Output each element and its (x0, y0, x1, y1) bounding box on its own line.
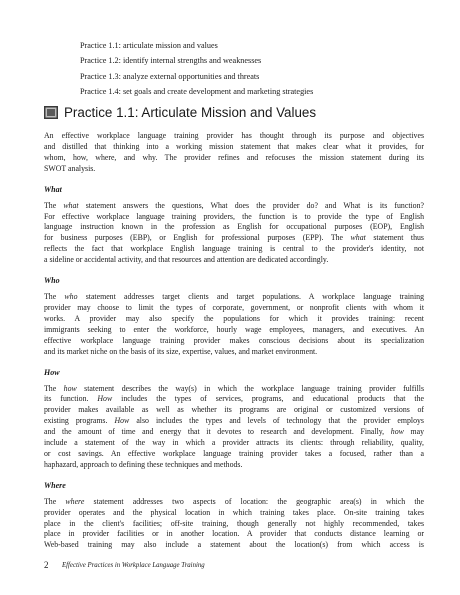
text-line (44, 497, 424, 508)
text-line (44, 540, 424, 551)
section-marker-icon (44, 106, 58, 119)
text-line (44, 394, 424, 405)
practice-list-item: Practice 1.3: analyze external opportunities and threats (80, 71, 260, 81)
text-line (44, 460, 424, 471)
text-segment: statement addresses two aspects of location: the geographic area(s) in which the (84, 496, 425, 506)
text-line (44, 255, 424, 266)
subsection-title: What (44, 184, 62, 194)
practice-list-item: Practice 1.4: set goals and create development and marketing strategies (80, 86, 314, 96)
how-section (44, 367, 424, 480)
section-heading (44, 103, 424, 123)
text-line (44, 416, 424, 427)
emphasized-keyword: what (350, 233, 366, 243)
practice-list-item: Practice 1.2: identify internal strengths and weaknesses (80, 56, 262, 66)
emphasized-keyword: who (64, 292, 78, 302)
text-segment: and the amount of time and energy that it devotes to research and development. Finally, (44, 427, 391, 437)
text-line (44, 314, 424, 325)
text-line (44, 438, 424, 449)
practice-list (80, 38, 420, 99)
text-segment: place in provider facilities or in another location. A provider that conducts distance learning or (44, 529, 424, 539)
text-line (44, 212, 424, 223)
text-segment: For effective workplace language training providers, the function is to provide the type of English (44, 211, 424, 221)
text-segment: The (44, 292, 65, 302)
text-line (44, 244, 424, 255)
intro-paragraph (44, 131, 424, 175)
text-line (44, 384, 424, 395)
emphasized-keyword: how (390, 427, 404, 437)
text-segment: Web-based training may also include a statement about the location(s) from which access is (44, 540, 424, 550)
emphasized-keyword: where (65, 496, 85, 506)
text-line: SWOT analysis. (44, 163, 96, 173)
text-segment: immigrants seeking to enter the workforce, hourly wage employees, managers, and executives. An (44, 324, 424, 334)
text-line (44, 292, 424, 303)
text-segment: language instruction known in the profession as English for occupational purposes (EOP), English (44, 222, 424, 232)
text-line (44, 529, 424, 540)
subsection-title: How (44, 367, 60, 377)
practice-list-item: Practice 1.1: articulate mission and values (80, 41, 218, 50)
text-segment: provider may choose to limit the types of corporate, government, or nonprofit clients with whom it (44, 302, 424, 312)
section-title: Practice 1.1: Articulate Mission and Values (64, 105, 317, 120)
text-segment: may (403, 427, 425, 437)
text-segment: statement answers the questions, What does the provider do? and What is its function? (78, 200, 424, 210)
text-segment: The (44, 496, 66, 506)
text-line (44, 427, 424, 438)
text-segment: statement addresses target clients and target populations. A workplace language training (77, 292, 424, 302)
what-section (44, 184, 424, 275)
text-segment: for business purposes (EBP), or English for professional purposes (EPP). The (44, 233, 351, 243)
text-segment: include a statement of the way in which a provider attracts its clients: through reliability, quality, (44, 438, 424, 448)
emphasized-keyword: how (63, 383, 77, 393)
text-segment: existing programs. (44, 416, 115, 426)
subsection-paragraph (44, 201, 424, 266)
text-line (44, 201, 424, 212)
text-segment: provider operates and the physical location in which training takes place. On-site training takes (44, 507, 424, 517)
text-segment: or cost savings. An effective workplace language training provider takes a focused, rather than a (44, 448, 424, 458)
emphasized-keyword: How (97, 394, 113, 404)
body-text (44, 131, 424, 560)
running-title: Effective Practices in Workplace Language Training (62, 562, 205, 569)
where-section (44, 480, 424, 561)
text-line (44, 508, 424, 519)
text-segment: place in the client's facilities; off-site training, though generally not highly recommended, takes (44, 518, 424, 528)
emphasized-keyword: what (63, 200, 79, 210)
text-line: An effective workplace language training provider has thought through its purpose and objectives (44, 131, 424, 140)
text-line (44, 233, 424, 244)
subsection-title: Where (44, 480, 66, 490)
text-line: whom, how, where, and why. The provider refines and refocuses the mission statement during its (44, 152, 424, 162)
text-line (44, 222, 424, 233)
subsection-paragraph (44, 292, 424, 357)
subsection-paragraph (44, 497, 424, 552)
text-line (44, 449, 424, 460)
text-segment: and its market niche on the basis of its size, expertise, values, and market environment. (44, 346, 318, 356)
text-line: and distilled that thinking into a working mission statement that makes clear what it provides, for (44, 141, 424, 151)
text-line (44, 336, 424, 347)
page-footer (44, 558, 424, 572)
text-segment: its function. (44, 394, 98, 404)
text-line (44, 325, 424, 336)
text-segment: haphazard, approach to defining these techniques and methods. (44, 459, 243, 469)
subsection-title: Who (44, 276, 60, 286)
text-line (44, 405, 424, 416)
text-segment: also includes the types and levels of technology that the provider employs (129, 416, 424, 426)
text-segment: provider makes available as well as whether its programs are original or customized versions of (44, 405, 424, 415)
page-number: 2 (44, 560, 49, 570)
text-line (44, 347, 424, 358)
text-line (44, 519, 424, 530)
text-segment: The (44, 383, 64, 393)
text-segment: a sideline or accidental activity, and that resources and attention are dedicated accordingly. (44, 255, 329, 265)
text-segment: includes the types of services, programs, and educational products that the (112, 394, 424, 404)
subsection-paragraph (44, 384, 424, 471)
emphasized-keyword: How (114, 416, 130, 426)
text-segment: works. A provider may also specify the populations for which it provides training: recent (44, 313, 424, 323)
text-segment: statement thus (365, 233, 424, 243)
who-section (44, 275, 424, 366)
text-segment: The (44, 200, 64, 210)
text-segment: effective workplace language training provider makes conscious decisions about its specialization (44, 335, 424, 345)
text-segment: statement describes the way(s) in which the workplace language training provider fulfills (76, 383, 425, 393)
text-line (44, 303, 424, 314)
text-segment: reflects the fact that workplace English language training is central to the provider's identity, not (44, 244, 424, 254)
